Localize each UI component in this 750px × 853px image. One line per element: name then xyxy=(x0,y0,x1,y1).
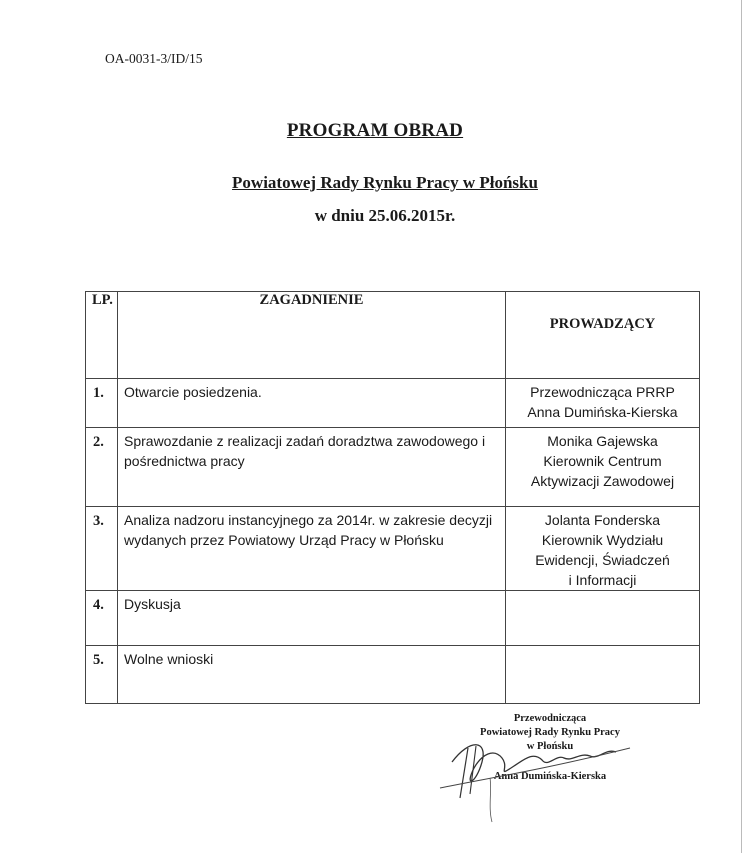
row-lead xyxy=(506,646,700,704)
handwritten-signature xyxy=(430,718,650,828)
document-reference: OA-0031-3/ID/15 xyxy=(105,51,203,66)
document-subtitle: Powiatowej Rady Rynku Pracy w Płońsku xyxy=(232,173,538,192)
lead-line: Monika Gajewska xyxy=(547,433,658,449)
lead-line: i Informacji xyxy=(568,572,637,588)
header-lead: PROWADZĄCY xyxy=(506,292,700,379)
stamp-line: Powiatowej Rady Rynku Pracy xyxy=(480,727,620,738)
row-topic: Otwarcie posiedzenia. xyxy=(118,379,506,428)
stamp-line: Przewodnicząca xyxy=(513,713,587,724)
lead-line: Ewidencji, Świadczeń xyxy=(535,552,670,568)
table-header-row xyxy=(86,292,700,379)
lead-line: Kierownik Centrum xyxy=(543,453,662,469)
table-row xyxy=(86,507,700,591)
row-topic: Wolne wnioski xyxy=(118,646,506,704)
lead-line: Aktywizacji Zawodowej xyxy=(530,473,675,489)
lead-line: Jolanta Fonderska xyxy=(544,512,661,528)
row-lead xyxy=(506,507,700,591)
header-topic: ZAGADNIENIE xyxy=(118,292,506,379)
row-lead xyxy=(506,379,700,428)
row-topic: Sprawozdanie z realizacji zadań doradztwa zawodowego i pośrednictwa pracy xyxy=(118,428,506,507)
table-row xyxy=(86,646,700,704)
row-lead xyxy=(506,591,700,646)
row-number: 2. xyxy=(86,428,118,507)
row-number: 4. xyxy=(86,591,118,646)
row-topic: Dyskusja xyxy=(118,591,506,646)
row-number: 1. xyxy=(86,379,118,428)
stamp-line: Anna Dumińska-Kierska xyxy=(493,771,607,782)
lead-line: Przewodnicząca PRRP xyxy=(530,384,675,400)
stamp-line: w Płońsku xyxy=(526,741,574,752)
meeting-date: w dniu 25.06.2015r. xyxy=(314,206,456,225)
agenda-table xyxy=(85,291,700,704)
row-number: 5. xyxy=(86,646,118,704)
lead-line: Anna Dumińska-Kierska xyxy=(527,404,678,420)
table-row xyxy=(86,379,700,428)
table-row xyxy=(86,428,700,507)
row-number: 3. xyxy=(86,507,118,591)
header-lp: LP. xyxy=(86,292,118,379)
row-lead xyxy=(506,428,700,507)
row-topic: Analiza nadzoru instancyjnego za 2014r. w zakresie decyzji wydanych przez Powiatowy Urząd Pracy w Płońsku xyxy=(118,507,506,591)
lead-line: Kierownik Wydziału xyxy=(541,532,664,548)
table-row xyxy=(86,591,700,646)
document-title: PROGRAM OBRAD xyxy=(286,120,464,141)
